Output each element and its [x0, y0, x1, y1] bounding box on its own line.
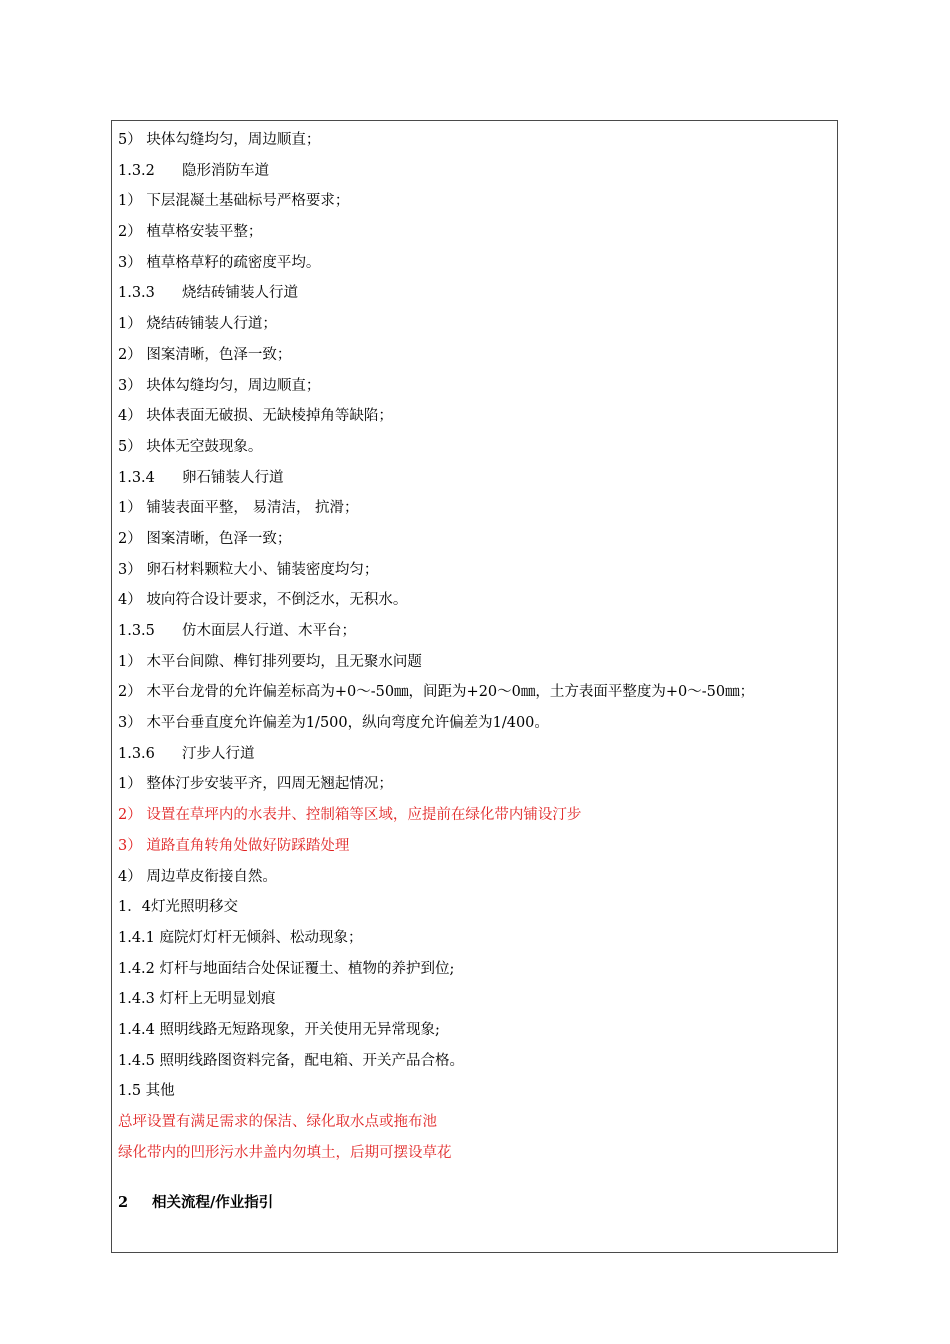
text-line — [118, 647, 830, 678]
text-line — [118, 1015, 830, 1046]
text-line — [118, 217, 830, 248]
section-title: 相关流程/作业指引 — [152, 1194, 274, 1212]
line-text: 4） 块体表面无破损、无缺棱掉角等缺陷； — [118, 408, 393, 425]
subsection-heading — [118, 156, 830, 187]
section-heading — [118, 1188, 830, 1219]
line-text: 3） 块体勾缝均匀，周边顺直； — [118, 377, 321, 394]
subsection-title: 烧结砖铺装人行道 — [182, 285, 298, 302]
text-line — [118, 401, 830, 432]
text-line — [118, 984, 830, 1015]
subsection-number: 1.3.6 — [118, 745, 155, 762]
text-line — [118, 769, 830, 800]
text-line — [118, 248, 830, 279]
line-text: 1） 木平台间隙、榫钉排列要均，且无聚水问题 — [118, 653, 422, 670]
text-line — [118, 585, 830, 616]
subsection-heading — [118, 739, 830, 770]
subsection-title: 汀步人行道 — [182, 745, 255, 762]
text-line — [118, 892, 830, 923]
text-line — [118, 371, 830, 402]
text-line — [118, 708, 830, 739]
subsection-title: 卵石铺装人行道 — [182, 469, 284, 486]
line-text: 3） 木平台垂直度允许偏差为1/500，纵向弯度允许偏差为1/400。 — [118, 715, 549, 732]
subsection-heading — [118, 463, 830, 494]
text-line — [118, 831, 830, 862]
line-text: 1.4.5 照明线路图资料完备，配电箱、开关产品合格。 — [118, 1052, 465, 1069]
line-text: 1） 下层混凝土基础标号严格要求； — [118, 193, 350, 210]
line-text: 1.5 其他 — [118, 1083, 175, 1100]
line-text: 3） 道路直角转角处做好防踩踏处理 — [118, 837, 350, 854]
line-list — [118, 125, 830, 1168]
line-text: 3） 植草格草籽的疏密度平均。 — [118, 254, 321, 271]
text-line — [118, 862, 830, 893]
line-text: 2） 木平台龙骨的允许偏差标高为+0～-50㎜，间距为+20～0㎜，土方表面平整度为+0～-50㎜； — [118, 684, 755, 701]
subsection-number: 1.3.3 — [118, 285, 155, 302]
text-line — [118, 800, 830, 831]
text-line — [118, 1046, 830, 1077]
line-text: 1.4.3 灯杆上无明显划痕 — [118, 991, 276, 1008]
subsection-number: 1.3.5 — [118, 623, 155, 639]
line-text: 3） 卵石材料颗粒大小、铺装密度均匀； — [118, 561, 379, 578]
line-text: 1） 铺装表面平整， 易清洁， 抗滑； — [118, 500, 359, 517]
line-text: 5） 块体无空鼓现象。 — [118, 438, 263, 455]
line-text: 4） 周边草皮衔接自然。 — [118, 868, 277, 885]
line-text: 1） 烧结砖铺装人行道； — [118, 316, 277, 333]
text-line — [118, 1107, 830, 1138]
line-text: 2） 图案清晰，色泽一致； — [118, 346, 292, 363]
line-text: 2） 图案清晰，色泽一致； — [118, 530, 292, 547]
text-line — [118, 125, 830, 156]
document-content — [118, 125, 830, 1219]
section-number: 2 — [118, 1194, 129, 1212]
subsection-title: 隐形消防车道 — [182, 162, 269, 179]
text-line — [118, 309, 830, 340]
line-text: 1.4.2 灯杆与地面结合处保证覆土、植物的养护到位; — [118, 960, 455, 977]
text-line — [118, 340, 830, 371]
subsection-heading — [118, 278, 830, 309]
line-text: 5） 块体勾缝均匀，周边顺直； — [118, 132, 321, 148]
text-line — [118, 677, 830, 708]
line-text: 1） 整体汀步安装平齐，四周无翘起情况； — [118, 776, 393, 793]
line-text: 1．4灯光照明移交 — [118, 899, 238, 916]
line-text: 绿化带内的凹形污水井盖内勿填土，后期可摆设草花 — [118, 1144, 452, 1161]
subsection-number: 1.3.2 — [118, 162, 155, 179]
subsection-number: 1.3.4 — [118, 469, 155, 486]
text-line — [118, 524, 830, 555]
subsection-heading — [118, 616, 830, 647]
text-line — [118, 432, 830, 463]
line-text: 2） 植草格安装平整； — [118, 224, 263, 241]
line-text: 4） 坡向符合设计要求，不倒泛水，无积水。 — [118, 592, 408, 609]
text-line — [118, 923, 830, 954]
line-text: 2） 设置在草坪内的水表井、控制箱等区域，应提前在绿化带内铺设汀步 — [118, 807, 582, 824]
text-line — [118, 1076, 830, 1107]
line-text: 1.4.1 庭院灯灯杆无倾斜、松动现象； — [118, 929, 363, 946]
text-line — [118, 1138, 830, 1169]
spacer — [118, 1168, 830, 1188]
text-line — [118, 186, 830, 217]
text-line — [118, 493, 830, 524]
subsection-title: 仿木面层人行道、木平台； — [182, 623, 356, 639]
text-line — [118, 954, 830, 985]
text-line — [118, 555, 830, 586]
line-text: 总坪设置有满足需求的保洁、绿化取水点或拖布池 — [118, 1114, 437, 1130]
line-text: 1.4.4 照明线路无短路现象，开关使用无异常现象; — [118, 1021, 440, 1038]
